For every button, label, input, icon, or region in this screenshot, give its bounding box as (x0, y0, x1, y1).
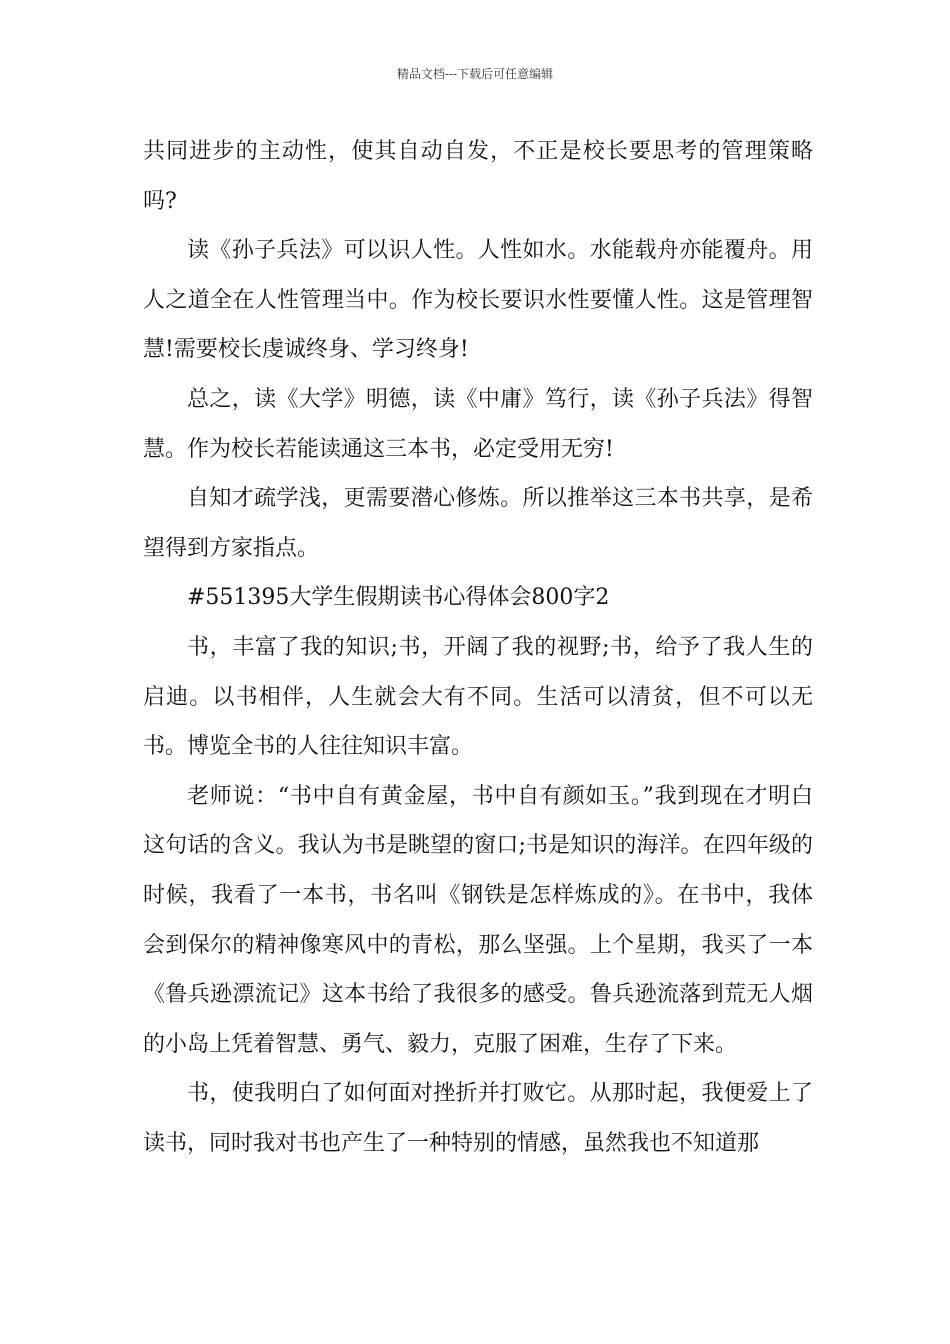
paragraph: 书，丰富了我的知识;书，开阔了我的视野;书，给予了我人生的启迪。以书相伴，人生就会大有不同。生活可以清贫，但不可以无书。博览全书的人往往知识丰富。 (143, 634, 813, 760)
paragraph: 共同进步的主动性，使其自动自发，不正是校长要思考的管理策略吗? (143, 139, 813, 214)
document-body (143, 127, 813, 1168)
page-header: 精品文档---下载后可任意编辑 (396, 67, 554, 81)
paragraph: 自知才疏学浅，更需要潜心修炼。所以推举这三本书共享，是希望得到方家指点。 (143, 486, 813, 561)
paragraph: 书，使我明白了如何面对挫折并打败它。从那时起，我便爱上了读书，同时我对书也产生了一种特别的情感，虽然我也不知道那 (143, 1081, 813, 1156)
paragraph: 总之，读《大学》明德，读《中庸》笃行，读《孙子兵法》得智慧。作为校长若能读通这三本书，必定受用无穷! (143, 386, 813, 462)
section-heading: #551395大学生假期读书心得体会800字2 (187, 585, 610, 611)
paragraph: 老师说：“书中自有黄金屋，书中自有颜如玉。”我到现在才明白这句话的含义。我认为书是眺望的窗口;书是知识的海洋。在四年级的时候，我看了一本书，书名叫《钢铁是怎样炼成的》。在书中，我体会到保尔的精神像寒风中的青松，那么坚强。上个星期，我买了一本《鲁兵逊漂流记》这本书给了我很多的感受。鲁兵逊流落到荒无人烟的小岛上凭着智慧、勇气、毅力，克服了困难，生存了下来。 (143, 783, 813, 1057)
paragraph: 读《孙子兵法》可以识人性。人性如水。水能载舟亦能覆舟。用人之道全在人性管理当中。作为校长要识水性要懂人性。这是管理智慧!需要校长虔诚终身、学习终身! (143, 238, 813, 363)
